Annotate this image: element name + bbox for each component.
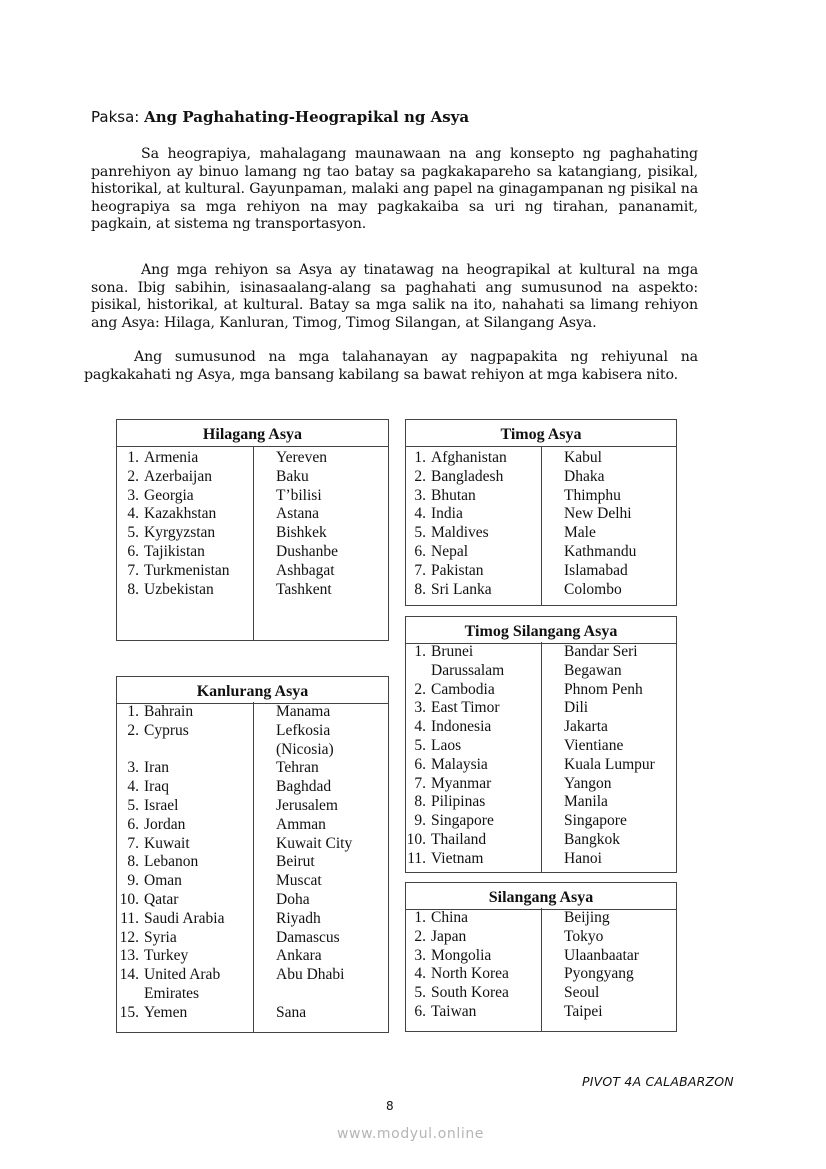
row-number: 2. <box>414 927 426 945</box>
country-name: Iraq <box>144 778 169 796</box>
row-number: 12. <box>119 928 139 946</box>
country-name: Lebanon <box>144 853 199 871</box>
country-name: South Korea <box>431 984 509 1002</box>
table-row <box>406 793 676 812</box>
row-number: 4. <box>414 965 426 983</box>
country-name: Thailand <box>431 830 487 848</box>
capital-name: Sana <box>276 1003 307 1021</box>
country-name: Taiwan <box>431 1002 477 1020</box>
country-name: Armenia <box>144 449 199 466</box>
table-row <box>406 543 676 562</box>
country-name: Malaysia <box>431 755 488 773</box>
row-number: 3. <box>127 759 139 777</box>
country-name: Cambodia <box>431 680 495 698</box>
row-number: 5. <box>414 524 426 542</box>
capital-name: Kuwait City <box>276 834 353 852</box>
capital-name: Vientiane <box>564 736 624 754</box>
country-name: Emirates <box>144 984 200 1002</box>
capital-name: New Delhi <box>564 505 632 523</box>
country-name: North Korea <box>431 965 509 983</box>
row-number: 14. <box>119 966 139 984</box>
table-row <box>117 722 388 741</box>
country-name: Mongolia <box>431 946 492 964</box>
row-number: 7. <box>414 561 426 579</box>
capital-name: Beijing <box>564 909 610 926</box>
table-row <box>117 449 388 468</box>
row-number: 1. <box>127 449 139 466</box>
table-kanlurang-asya <box>116 676 389 1033</box>
table-row <box>117 778 388 797</box>
capital-name: Islamabad <box>564 561 628 579</box>
country-name: Singapore <box>431 812 494 830</box>
capital-name: Jakarta <box>564 718 608 736</box>
table-row <box>406 487 676 506</box>
row-number: 3. <box>414 699 426 717</box>
row-number: 5. <box>414 736 426 754</box>
capital-name: Dhaka <box>564 467 605 485</box>
table-row <box>406 662 676 681</box>
row-number: 7. <box>127 834 139 852</box>
row-number: 7. <box>127 561 139 579</box>
row-number: 6. <box>414 1002 426 1020</box>
capital-name: Astana <box>276 505 320 523</box>
table-row <box>117 487 388 506</box>
capital-name: Damascus <box>276 928 340 946</box>
table-row <box>406 562 676 581</box>
country-name: Pakistan <box>431 561 484 579</box>
table-row <box>406 449 676 468</box>
country-name: China <box>431 909 469 926</box>
country-name: Uzbekistan <box>144 580 214 598</box>
country-name: Afghanistan <box>431 449 507 466</box>
table-hilagang-asya <box>116 419 389 641</box>
table-timog-asya <box>405 419 677 606</box>
row-number: 11. <box>120 909 139 927</box>
country-name: Nepal <box>431 542 469 560</box>
capital-name: Tehran <box>276 759 319 777</box>
table-row <box>117 505 388 524</box>
row-number: 6. <box>414 755 426 773</box>
row-number: 3. <box>127 486 139 504</box>
table-row <box>406 505 676 524</box>
country-name: Kazakhstan <box>144 505 217 523</box>
country-name: Vietnam <box>431 849 484 867</box>
table-row <box>406 581 676 600</box>
table-row <box>117 581 388 600</box>
capital-name: Baku <box>276 467 309 485</box>
country-name: Turkey <box>144 947 189 965</box>
table-row <box>117 910 388 929</box>
capital-name: Kabul <box>564 449 602 466</box>
table-row <box>406 468 676 487</box>
country-name: Japan <box>431 927 467 945</box>
row-number: 1. <box>127 703 139 720</box>
row-number: 4. <box>127 778 139 796</box>
capital-name: Taipei <box>564 1002 603 1020</box>
country-name: Cyprus <box>144 721 189 739</box>
footer-brand: PIVOT 4A CALABARZON <box>582 1074 734 1089</box>
capital-name: Thimphu <box>564 486 621 504</box>
row-number: 3. <box>414 946 426 964</box>
table-row <box>117 468 388 487</box>
table-title: Timog Silangang Asya <box>406 617 676 644</box>
table-row <box>117 891 388 910</box>
capital-name: T’bilisi <box>276 486 322 504</box>
row-number: 13. <box>119 947 139 965</box>
capital-name: Seoul <box>564 984 600 1002</box>
country-name: Maldives <box>431 524 489 542</box>
country-name: Indonesia <box>431 718 492 736</box>
row-number: 8. <box>414 580 426 598</box>
capital-name: Singapore <box>564 812 627 830</box>
country-name: Turkmenistan <box>144 561 230 579</box>
watermark-link[interactable]: www.modyul.online <box>337 1126 485 1142</box>
capital-name: Bishkek <box>276 524 327 542</box>
capital-name: Tokyo <box>564 927 604 945</box>
table-row <box>406 524 676 543</box>
country-name: Georgia <box>144 486 194 504</box>
country-name: Qatar <box>144 890 179 908</box>
row-number: 2. <box>127 467 139 485</box>
table-row <box>406 699 676 718</box>
capital-name: (Nicosia) <box>276 740 334 758</box>
table-row <box>406 775 676 794</box>
table-row <box>406 909 676 928</box>
capital-name: Manama <box>276 703 331 720</box>
capital-name: Kuala Lumpur <box>564 755 655 773</box>
country-name: Oman <box>144 872 182 890</box>
capital-name: Male <box>564 524 596 542</box>
country-name: Bhutan <box>431 486 476 504</box>
table-row <box>117 524 388 543</box>
row-number: 8. <box>414 793 426 811</box>
capital-name: Abu Dhabi <box>276 966 345 984</box>
capital-name: Colombo <box>564 580 622 598</box>
table-title: Silangang Asya <box>406 883 676 910</box>
country-name: United Arab <box>144 966 221 984</box>
capital-name: Dushanbe <box>276 542 338 560</box>
capital-name: Bangkok <box>564 830 620 848</box>
capital-name: Manila <box>564 793 608 811</box>
page-number: 8 <box>386 1099 394 1113</box>
row-number: 6. <box>127 815 139 833</box>
table-row <box>406 831 676 850</box>
table-row <box>406 928 676 947</box>
capital-name: Jerusalem <box>276 796 338 814</box>
row-number: 4. <box>414 718 426 736</box>
topic-heading <box>91 108 469 126</box>
capital-name: Dili <box>564 699 589 717</box>
table-row <box>117 835 388 854</box>
row-number: 15. <box>119 1003 139 1021</box>
table-row <box>406 984 676 1003</box>
row-number: 6. <box>127 542 139 560</box>
paragraph-1: Sa heograpiya, mahalagang maunawaan na ang konsepto ng paghahating panrehiyon ay binuo lamang ng tao batay sa pagkakapareho sa katangiang, pisikal, historikal, at kultural. Gayunpaman, malaki ang papel na ginagampanan ng pisikal na heograpiya sa mga rehiyon na may pagkakaiba sa uri ng tirahan, pananamit, pagkain, at sistema ng transportasyon. <box>91 146 698 233</box>
country-name: Iran <box>144 759 169 777</box>
row-number: 1. <box>414 449 426 466</box>
country-name: Sri Lanka <box>431 580 492 598</box>
table-row <box>117 703 388 722</box>
row-number: 5. <box>127 524 139 542</box>
row-number: 3. <box>414 486 426 504</box>
row-number: 9. <box>127 872 139 890</box>
table-row <box>117 797 388 816</box>
paragraph-2: Ang mga rehiyon sa Asya ay tinatawag na heograpikal at kultural na mga sona. Ibig sabihin, isinasaalang-alang sa paghahati ang sumusunod na aspekto: pisikal, historikal, at kultural. Batay sa mga salik na ito, nahahati sa limang rehiyon ang Asya: Hilaga, Kanluran, Timog, Timog Silangan, at Silangang Asya. <box>91 262 698 331</box>
table-row <box>406 850 676 869</box>
table-row <box>117 872 388 891</box>
table-row <box>117 759 388 778</box>
row-number: 2. <box>414 467 426 485</box>
capital-name: Doha <box>276 890 310 908</box>
table-row <box>406 737 676 756</box>
capital-name: Muscat <box>276 872 322 890</box>
row-number: 1. <box>414 643 426 660</box>
capital-name: Beirut <box>276 853 315 871</box>
table-title: Timog Asya <box>406 420 676 447</box>
table-row <box>406 756 676 775</box>
table-row <box>117 816 388 835</box>
topic-title: Ang Paghahating-Heograpikal ng Asya <box>144 108 470 126</box>
capital-name: Yereven <box>276 449 327 466</box>
row-number: 6. <box>414 542 426 560</box>
row-number: 10. <box>406 830 426 848</box>
row-number: 2. <box>414 680 426 698</box>
table-row <box>117 966 388 985</box>
paragraph-3: Ang sumusunod na mga talahanayan ay nagpapakita ng rehiyunal na pagkakahati ng Asya, mga bansang kabilang sa bawat rehiyon at mga kabisera nito. <box>84 349 698 383</box>
capital-name: Yangon <box>564 774 612 792</box>
row-number: 9. <box>414 812 426 830</box>
capital-name: Hanoi <box>564 849 602 867</box>
country-name: Jordan <box>144 815 186 833</box>
table-timog-silangang-asya <box>405 616 677 873</box>
country-name: Saudi Arabia <box>144 909 225 927</box>
country-name: Kyrgyzstan <box>144 524 216 542</box>
row-number: 8. <box>127 580 139 598</box>
row-number: 2. <box>127 721 139 739</box>
capital-name: Bandar Seri <box>564 643 638 660</box>
row-number: 1. <box>414 909 426 926</box>
row-number: 5. <box>414 984 426 1002</box>
country-name: Kuwait <box>144 834 190 852</box>
row-number: 5. <box>127 796 139 814</box>
capital-name: Baghdad <box>276 778 332 796</box>
table-row <box>406 947 676 966</box>
row-number: 10. <box>119 890 139 908</box>
table-row <box>406 1003 676 1022</box>
row-number: 8. <box>127 853 139 871</box>
table-row <box>117 985 388 1004</box>
capital-name: Kathmandu <box>564 542 637 560</box>
country-name: Tajikistan <box>144 542 205 560</box>
table-row <box>406 681 676 700</box>
capital-name: Riyadh <box>276 909 321 927</box>
country-name: Syria <box>144 928 177 946</box>
capital-name: Ankara <box>276 947 322 965</box>
table-row <box>406 812 676 831</box>
country-name: Azerbaijan <box>144 467 212 485</box>
capital-name: Amman <box>276 815 326 833</box>
table-row <box>117 1004 388 1023</box>
capital-name: Tashkent <box>276 580 332 598</box>
capital-name: Lefkosia <box>276 721 331 739</box>
table-title: Kanlurang Asya <box>117 677 388 704</box>
capital-name: Phnom Penh <box>564 680 643 698</box>
table-silangang-asya <box>405 882 677 1032</box>
table-row <box>406 965 676 984</box>
country-name: Brunei <box>431 643 474 660</box>
capital-name: Begawan <box>564 661 622 679</box>
country-name: Laos <box>431 736 462 754</box>
country-name: Yemen <box>144 1003 188 1021</box>
row-number: 4. <box>127 505 139 523</box>
row-number: 4. <box>414 505 426 523</box>
table-row <box>406 718 676 737</box>
capital-name: Ashbagat <box>276 561 335 579</box>
row-number: 11. <box>407 849 426 867</box>
table-row <box>117 929 388 948</box>
capital-name: Ulaanbaatar <box>564 946 639 964</box>
table-row <box>117 853 388 872</box>
table-row <box>117 543 388 562</box>
table-row <box>406 643 676 662</box>
country-name: Myanmar <box>431 774 492 792</box>
country-name: Israel <box>144 796 179 814</box>
table-row <box>117 947 388 966</box>
table-row <box>117 741 388 760</box>
country-name: Bangladesh <box>431 467 504 485</box>
country-name: Darussalam <box>431 661 505 679</box>
row-number: 7. <box>414 774 426 792</box>
country-name: East Timor <box>431 699 500 717</box>
table-title: Hilagang Asya <box>117 420 388 447</box>
topic-label: Paksa: <box>91 108 140 126</box>
country-name: Pilipinas <box>431 793 486 811</box>
country-name: India <box>431 505 463 523</box>
country-name: Bahrain <box>144 703 194 720</box>
capital-name: Pyongyang <box>564 965 634 983</box>
table-row <box>117 562 388 581</box>
